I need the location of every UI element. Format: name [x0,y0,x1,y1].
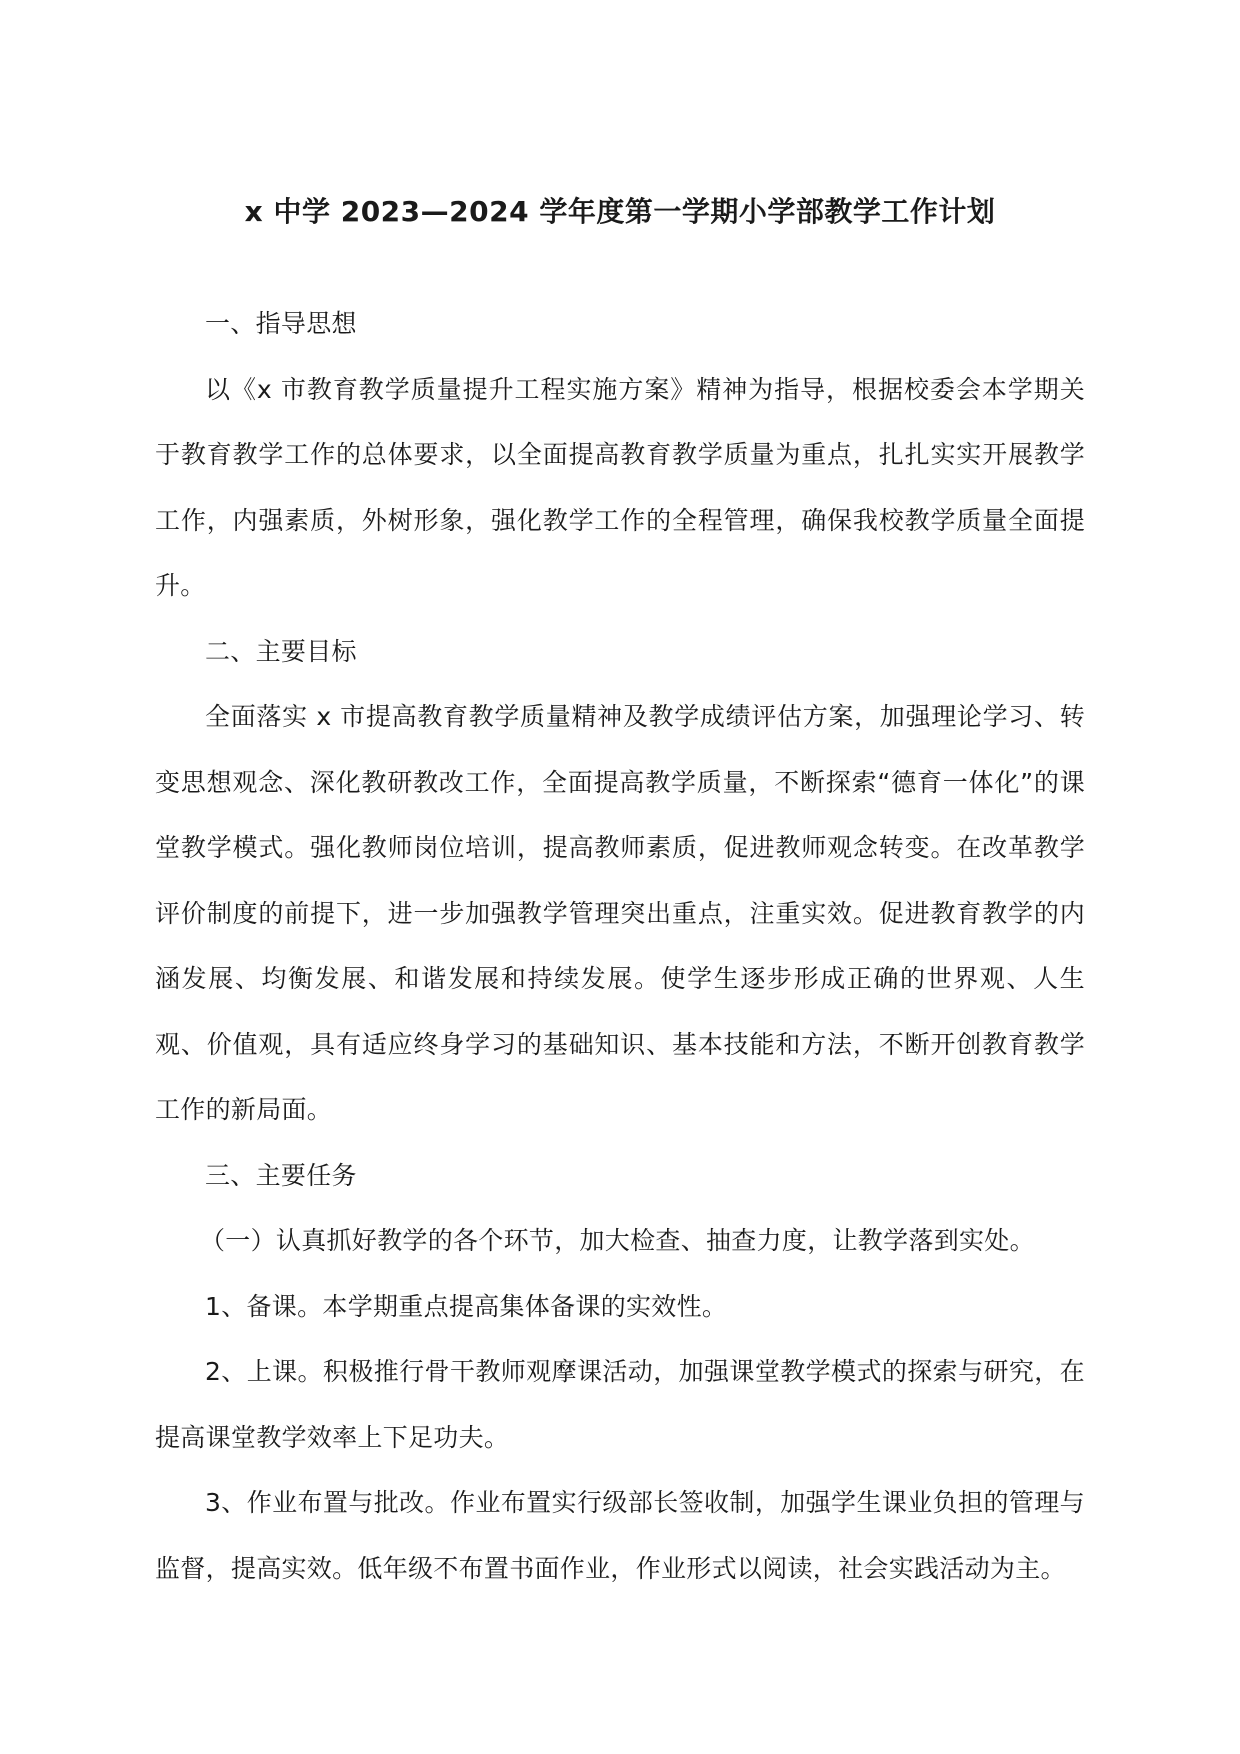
section-heading-guiding-ideology: 一、指导思想 [205,309,357,338]
task-item-lesson-prep: 1、备课。本学期重点提高集体备课的实效性。 [205,1291,728,1321]
task-item-homework: 3、作业布置与批改。作业布置实行级部长签收制，加强学生课业负担的管理与监督，提高实效。低年级不布置书面作业，作业形式以阅读，社会实践活动为主。 [155,1488,1085,1583]
document-body [155,291,1085,1601]
task-subheading-1: （一）认真抓好教学的各个环节，加大检查、抽查力度，让教学落到实处。 [200,1226,1035,1255]
section-heading-main-tasks: 三、主要任务 [205,1160,357,1190]
paragraph-guiding-ideology: 以《x 市教育教学质量提升工程实施方案》精神为指导，根据校委会本学期关于教育教学工作的总体要求，以全面提高教育教学质量为重点，扎扎实实开展教学工作，内强素质，外树形象，强化教学工作的全程管理，确保我校教学质量全面提升。 [155,374,1085,600]
paragraph-main-goals: 全面落实 x 市提高教育教学质量精神及教学成绩评估方案，加强理论学习、转变思想观念、深化教研教改工作，全面提高教学质量，不断探索“德育一体化”的课堂教学模式。强化教师岗位培训，提高教师素质，促进教师观念转变。在改革教学评价制度的前提下，进一步加强教学管理突出重点，注重实效。促进教育教学的内涵发展、均衡发展、和谐发展和持续发展。使学生逐步形成正确的世界观、人生观、价值观，具有适应终身学习的基础知识、基本技能和方法，不断开创教育教学工作的新局面。 [155,702,1085,1124]
document-page [155,0,1085,1754]
task-item-teaching: 2、上课。积极推行骨干教师观摩课活动，加强课堂教学模式的探索与研究，在提高课堂教学效率上下足功夫。 [155,1357,1085,1452]
document-title: x 中学 2023—2024 学年度第一学期小学部教学工作计划 [244,195,996,228]
section-heading-main-goals: 二、主要目标 [205,636,357,666]
